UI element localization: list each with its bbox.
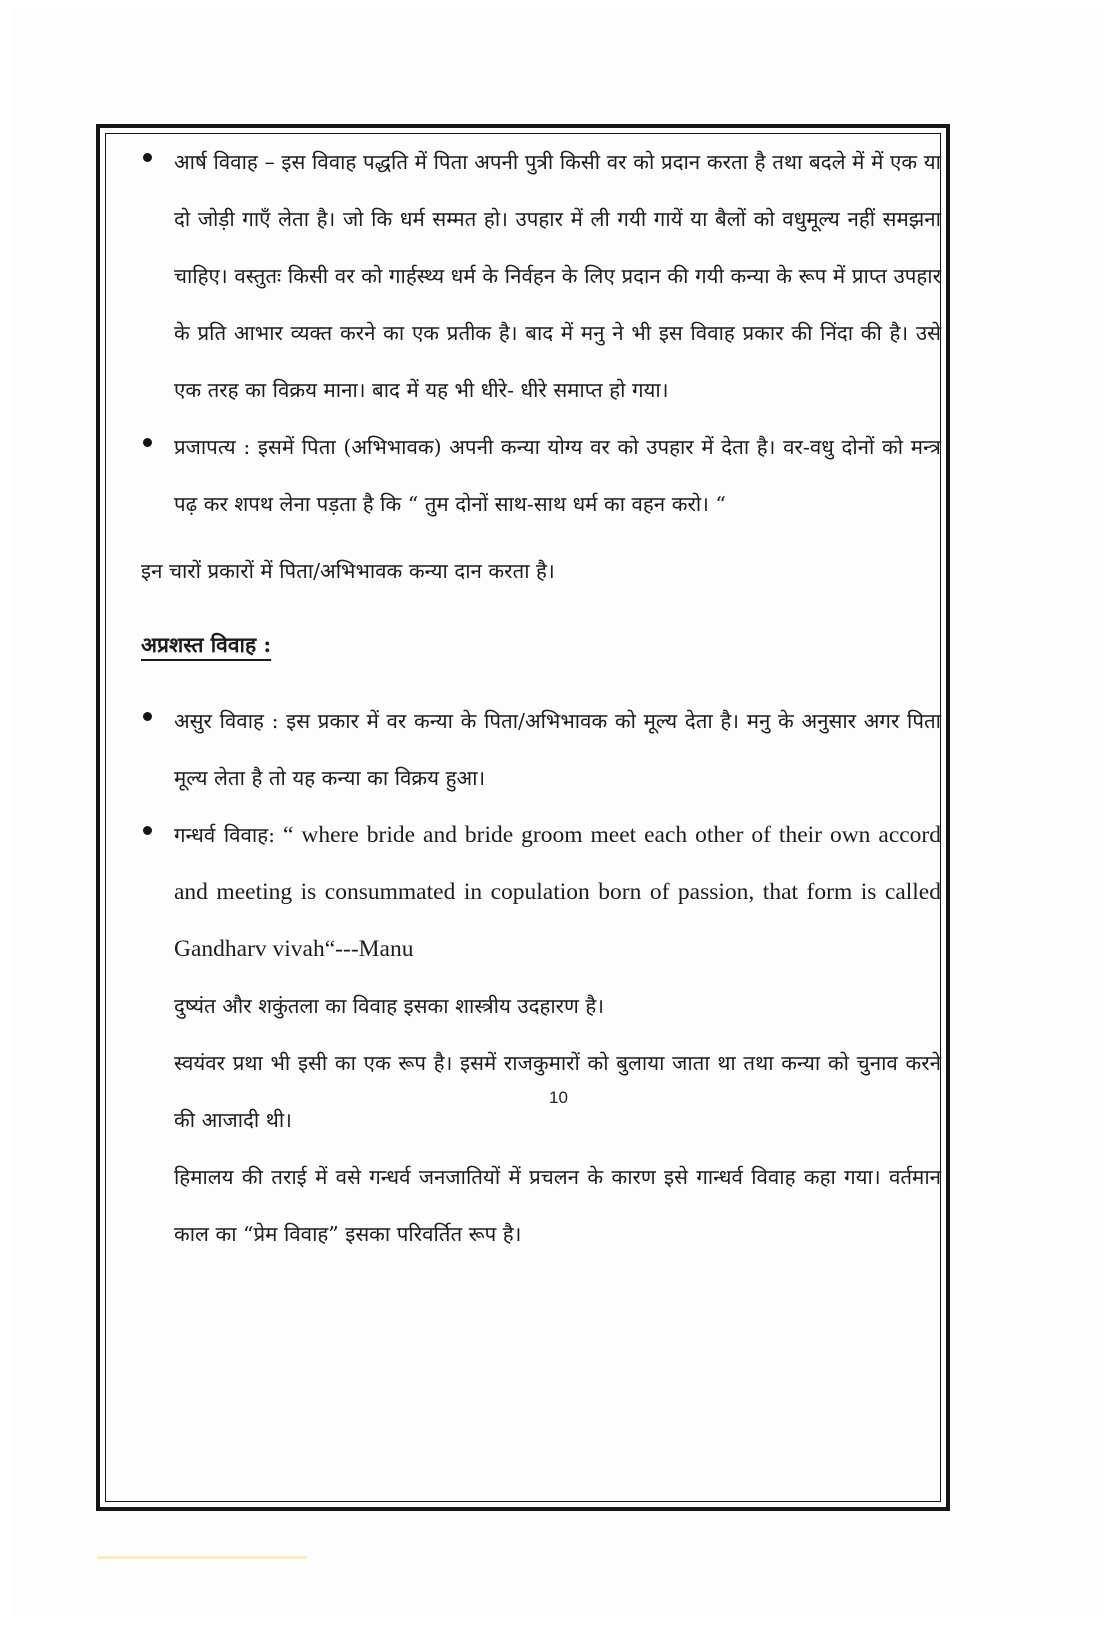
scan-mark — [97, 1556, 307, 1559]
prajapatya-paragraph — [174, 419, 941, 533]
asur-vivah-paragraph — [174, 693, 941, 807]
arsh-vivah-item — [141, 134, 941, 419]
prajapatya-item — [141, 419, 941, 533]
page-number: 10 — [549, 1088, 568, 1107]
asur-vivah-text: इस प्रकार में वर कन्या के पिता/अभिभावक को मूल्य देता है। मनु के अनुसार अगर पिता मूल्य लेता है तो यह कन्या का विक्रय हुआ। — [174, 709, 941, 790]
arsh-vivah-text: इस विवाह पद्धति में पिता अपनी पुत्री किसी वर को प्रदान करता है तथा बदले में में एक या दो जोड़ी गाएँ लेता है। जो कि धर्म सम्मत हो। उपहार में ली गयी गायें या बैलों को वधुमूल्य नहीं समझना चाहिए। वस्तुतः किसी वर को गार्हस्थ्य धर्म के निर्वहन के लिए प्रदान की गयी कन्या के रूप में प्राप्त उपहार के प्रति आभार व्यक्त करने का एक प्रतीक है। बाद में मनु ने भी इस विवाह प्रकार की निंदा की है। उसे एक तरह का विक्रय माना। बाद में यह भी धीरे- धीरे समाप्त हो गया। — [174, 150, 941, 402]
bullet-icon — [143, 153, 152, 162]
gandharva-swayamvar: स्वयंवर प्रथा भी इसी का एक रूप है। इसमें राजकुमारों को बुलाया जाता था तथा कन्या को चुनाव करने की आजादी थी। — [174, 1051, 941, 1132]
gandharva-origin: हिमालय की तराई में वसे गन्धर्व जनजातियों में प्रचलन के कारण इसे गान्धर्व विवाह कहा गया। वर्तमान काल का “प्रेम विवाह” इसका परिवर्तित रूप है। — [174, 1165, 941, 1246]
section-heading: अप्रशस्त विवाह : — [141, 632, 272, 657]
gandharva-example: दुष्यंत और शकुंतला का विवाह इसका शास्त्रीय उदहारण है। — [174, 994, 605, 1018]
bullet-icon — [143, 826, 152, 835]
summary-line: इन चारों प्रकारों में पिता/अभिभावक कन्या दान करता है। — [141, 559, 555, 583]
gandharva-quote-paragraph — [174, 807, 941, 978]
bullet-icon — [143, 438, 152, 447]
gandharva-quote: “ where bride and bride groom meet each other of their own accord and meeting is consummated in copulation born of passion, that form is called Gandharv vivah“---Manu — [174, 822, 942, 962]
asur-vivah-item — [141, 693, 941, 807]
arsh-vivah-label: आर्ष विवाह – — [174, 150, 275, 174]
arsh-vivah-paragraph — [174, 134, 941, 419]
gandharva-vivah-item — [141, 807, 941, 1263]
bullet-icon — [143, 712, 152, 721]
gandharva-vivah-label: गन्धर्व विवाह: — [174, 823, 276, 847]
prajapatya-label: प्रजापत्य : — [174, 435, 251, 459]
prajapatya-text: इसमें पिता (अभिभावक) अपनी कन्या योग्य वर को उपहार में देता है। वर-वधु दोनों को मन्त्र पढ़ कर शपथ लेना पड़ता है कि “ तुम दोनों साथ-साथ धर्म का वहन करो। “ — [174, 435, 941, 516]
asur-vivah-label: असुर विवाह : — [174, 709, 279, 733]
